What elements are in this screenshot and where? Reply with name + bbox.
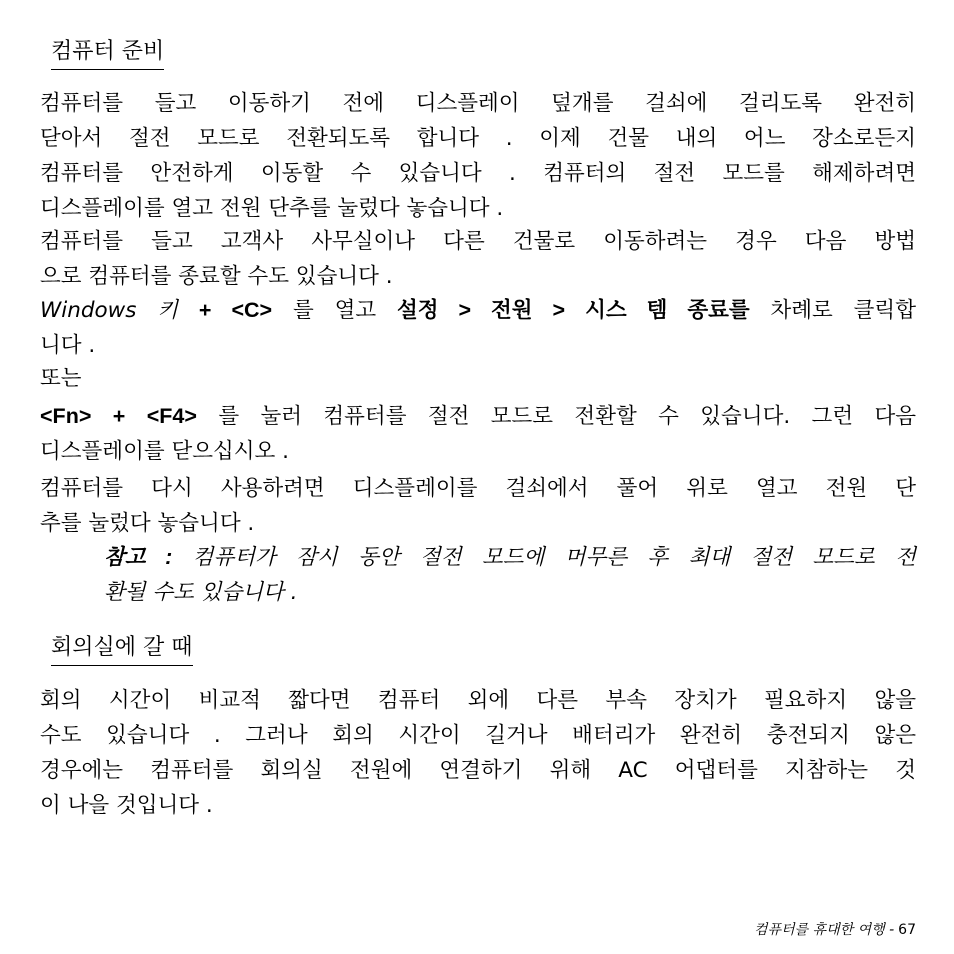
footer-section-title: 컴퓨터를 휴대한 여행 - [754,922,895,938]
text-line: 닫아서 절전 모드로 전환되도록 합니다 . 이제 건물 내의 어느 장소로든지 [40,126,916,151]
open-text: 를 열고 [292,298,377,323]
paragraph-shutdown-intro [40,224,916,294]
text-line: 경우에는 컴퓨터를 회의실 전원에 연결하기 위해 AC 어댑터를 지참하는 것 [40,758,916,783]
page-footer [754,919,916,939]
text-line: 컴퓨터를 들고 고객사 사무실이나 다른 건물로 이동하려는 경우 다음 방법 [40,229,916,254]
paragraph-sleep-shortcut [40,399,916,469]
sleep-text: 를 눌러 컴퓨터를 절전 모드로 전환할 수 있습니다. 그런 다음 [218,404,917,429]
section-heading-meeting-room: 회의실에 갈 때 [51,633,193,666]
paragraph-or [40,361,916,396]
text-line: 으로 컴퓨터를 종료할 수도 있습니다 . [40,264,393,289]
text-line: 추를 눌렀다 놓습니다 . [40,511,255,536]
shortcut-plus-c: + <C> [198,298,273,322]
text-line: 니다 . [40,333,96,358]
text-line: 수도 있습니다 . 그러나 회의 시간이 길거나 배터리가 완전히 충전되지 않은 [40,723,916,748]
text-line [104,540,916,575]
paragraph-meeting-room [40,683,916,823]
click-text: 차례로 클릭합 [770,298,916,323]
settings-path: 설정 > 전원 > 시스 템 종료를 [396,298,750,322]
windows-label: Windows [40,298,137,323]
paragraph-shutdown-steps [40,293,916,363]
page-number: 67 [898,922,916,938]
text-line: 디스플레이를 열고 전원 단추를 눌렀다 놓습니다 . [40,196,504,221]
text-line: 컴퓨터를 다시 사용하려면 디스플레이를 걸쇠에서 풀어 위로 열고 전원 단 [40,476,916,501]
text-line [40,399,916,434]
text-line: 회의 시간이 비교적 짧다면 컴퓨터 외에 다른 부속 장치가 필요하지 않을 [40,688,916,713]
f4-key: <F4> [146,404,197,428]
key-label: 키 [157,298,179,323]
text-line [40,293,916,328]
text-line: 컴퓨터를 안전하게 이동할 수 있습니다 . 컴퓨터의 절전 모드를 해제하려면 [40,161,916,186]
text-line: 이 나을 것입니다 . [40,793,213,818]
text-line: 환될 수도 있습니다 . [104,580,298,605]
note-label: 참고 : [104,545,173,569]
text-line: 또는 [40,366,82,391]
section-heading-computer-prep: 컴퓨터 준비 [51,37,164,70]
fn-key: <Fn> [40,404,92,428]
text-line: 컴퓨터를 들고 이동하기 전에 디스플레이 덮개를 걸쇠에 걸리도록 완전히 [40,91,916,116]
note-hibernate [104,540,916,610]
plus-sign: + [112,404,126,428]
text-line: 디스플레이를 닫으십시오 . [40,439,289,464]
paragraph-resume [40,471,916,541]
paragraph-move-in-building [40,86,916,226]
note-text: 컴퓨터가 잠시 동안 절전 모드에 머무른 후 최대 절전 모드로 전 [192,545,916,570]
